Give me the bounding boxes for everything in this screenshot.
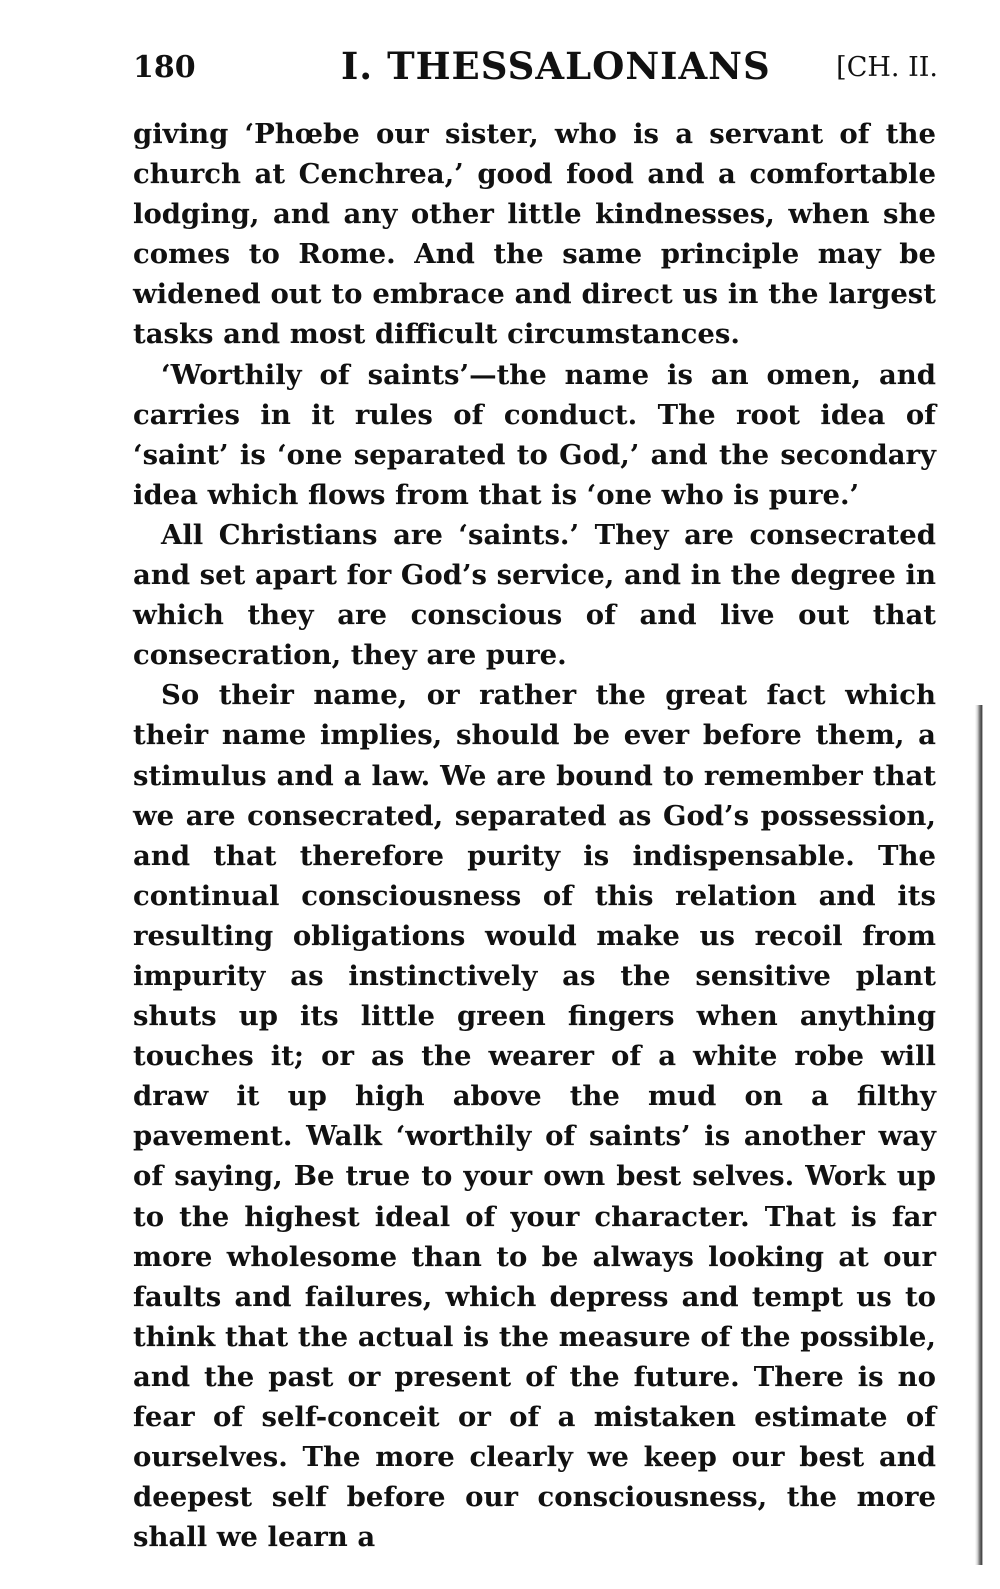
page-number: 180 [133,50,196,85]
book-title: I. THESSALONIANS [341,44,771,88]
paragraph-2: ‘Worthily of saints’—the name is an omen, and carries in it rules of conduct. The root idea of ‘saint’ is ‘one separated to God,’ and the secondary idea which flows from that is ‘one who is pure.’ [133,358,936,511]
paragraph-1: giving ‘Phœbe our sister, who is a servant of the church at Cenchrea,’ good food and a comfortable lodging, and any other little kindnesses, when she comes to Rome. And the same principle may be widened out to embrace and direct us in the largest tasks and most difficult circumstances. [133,118,936,351]
paragraph-4: So their name, or rather the great fact which their name implies, should be ever before them, a stimulus and a law. We are bound to remember that we are consecrated, separated as God’s possession, and that therefore purity is indispensable. The continual consciousness of this relation and its resulting obligations would make us recoil from impurity as instinctively as the sensitive plant shuts up its little green fingers when anything touches it; or as the wearer of a white robe will draw it up high above the mud on a filthy pavement. Walk ‘worthily of saints’ is another way of saying, Be true to your own best selves. Work up to the highest ideal of your character. That is far more wholesome than to be always looking at our faults and failures, which depress and tempt us to think that the actual is the measure of the possible, and the past or present of the future. There is no fear of self-conceit or of a mistaken estimate of ourselves. The more clearly we keep our best and deepest self before our consciousness, the more shall we learn a [133,679,936,1554]
running-head [133,44,938,88]
scan-page-edge [975,705,983,1565]
body-text [133,114,936,1557]
paragraph-3: All Christians are ‘saints.’ They are consecrated and set apart for God’s service, and in the degree in which they are conscious of and live out that consecration, they are pure. [133,518,936,672]
chapter-reference: [CH. II. [836,52,938,83]
